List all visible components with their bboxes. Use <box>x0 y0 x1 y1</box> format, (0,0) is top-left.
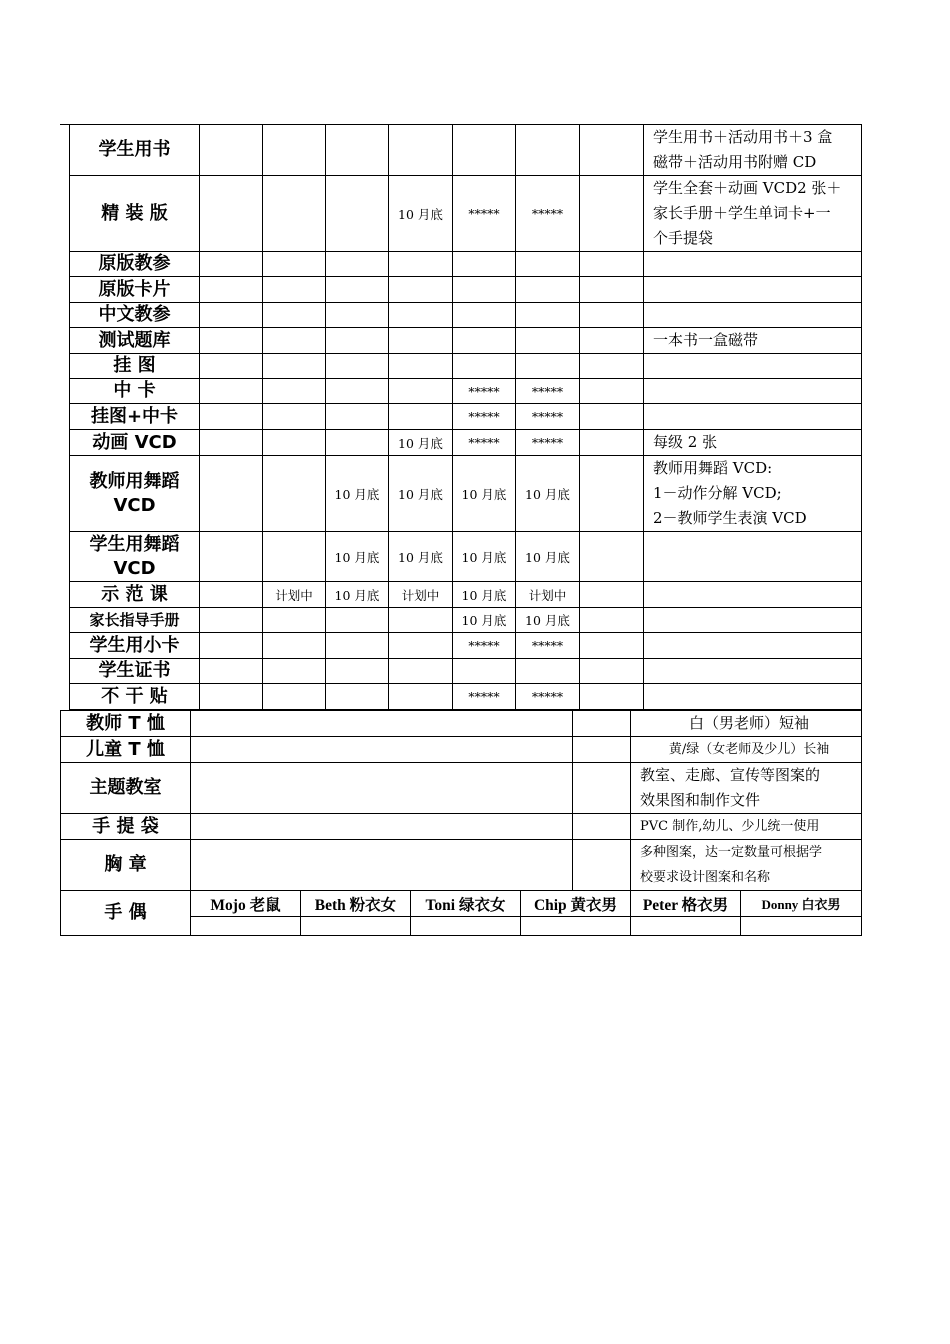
status-cell <box>580 176 644 252</box>
item-name: 动画 VCD <box>70 430 200 456</box>
item-name: 学生用小卡 <box>70 633 200 659</box>
item-name: 原版教参 <box>70 252 200 277</box>
table-row <box>70 582 862 608</box>
status-cell <box>580 328 644 354</box>
table-row <box>70 176 862 252</box>
status-cell <box>453 328 516 354</box>
status-cell <box>389 659 453 684</box>
status-cell <box>580 684 644 710</box>
status-cell <box>580 633 644 659</box>
status-cell: ***** <box>516 404 580 430</box>
status-cell <box>200 659 263 684</box>
item-name: 示 范 课 <box>70 582 200 608</box>
blank-cell <box>573 763 631 814</box>
note-cell: PVC 制作,幼儿、少儿统一使用 <box>631 814 862 840</box>
status-cell <box>326 608 389 633</box>
item-name: 儿童 T 恤 <box>61 737 191 763</box>
item-name: 家长指导手册 <box>70 608 200 633</box>
table-row <box>70 404 862 430</box>
status-cell <box>200 633 263 659</box>
status-cell <box>389 379 453 404</box>
puppet-label: Mojo 老鼠 <box>191 891 301 917</box>
status-cell: 10 月底 <box>516 456 580 532</box>
note-line: 多种图案，达一定数量可根据学 <box>640 845 823 860</box>
item-name <box>70 532 200 582</box>
status-cell: 10 月底 <box>389 176 453 252</box>
status-cell <box>389 633 453 659</box>
note-cell <box>631 840 862 891</box>
status-cell <box>200 379 263 404</box>
puppet-label: Peter 格衣男 <box>631 891 741 917</box>
note-cell <box>644 379 862 404</box>
blank-cell <box>631 917 741 936</box>
status-cell <box>326 252 389 277</box>
status-cell <box>516 659 580 684</box>
status-cell <box>263 404 326 430</box>
table-row <box>61 840 862 891</box>
status-cell <box>580 252 644 277</box>
note-line: 每级 2 张 <box>653 433 718 451</box>
table-row <box>70 303 862 328</box>
puppet-label: Beth 粉衣女 <box>301 891 411 917</box>
status-cell: ***** <box>516 430 580 456</box>
status-cell <box>263 532 326 582</box>
item-name: 精 装 版 <box>70 176 200 252</box>
table-row <box>70 430 862 456</box>
note-line: 2－教师学生表演 VCD <box>653 509 807 527</box>
table-row <box>61 814 862 840</box>
item-name: 不 干 贴 <box>70 684 200 710</box>
note-line: 学生用书＋活动用书＋3 盒 <box>653 128 833 146</box>
status-cell <box>516 125 580 176</box>
status-cell <box>516 303 580 328</box>
status-cell <box>580 125 644 176</box>
status-cell: ***** <box>453 176 516 252</box>
status-cell <box>200 354 263 379</box>
status-cell <box>326 379 389 404</box>
table-row <box>70 532 862 582</box>
table-row <box>61 737 862 763</box>
status-cell <box>389 252 453 277</box>
status-cell <box>453 125 516 176</box>
item-name: 原版卡片 <box>70 277 200 303</box>
table-row <box>70 125 862 176</box>
status-cell <box>200 125 263 176</box>
note-line: 磁带＋活动用书附赠 CD <box>653 153 817 171</box>
status-cell <box>389 277 453 303</box>
status-cell <box>326 684 389 710</box>
status-cell <box>200 532 263 582</box>
status-cell <box>200 430 263 456</box>
status-cell: ***** <box>453 404 516 430</box>
note-cell <box>644 303 862 328</box>
blank-cell <box>191 840 573 891</box>
status-cell: 10 月底 <box>326 532 389 582</box>
status-cell <box>326 176 389 252</box>
item-name: 胸 章 <box>61 840 191 891</box>
note-cell <box>644 404 862 430</box>
blank-cell <box>191 917 301 936</box>
puppet-header-row <box>61 891 862 917</box>
status-cell: 计划中 <box>263 582 326 608</box>
status-cell <box>516 277 580 303</box>
note-cell <box>644 176 862 252</box>
note-cell <box>644 608 862 633</box>
blank-cell <box>411 917 521 936</box>
status-cell: 10 月底 <box>326 456 389 532</box>
status-cell: 10 月底 <box>453 532 516 582</box>
status-cell <box>580 303 644 328</box>
status-cell <box>263 252 326 277</box>
item-name: 手 提 袋 <box>61 814 191 840</box>
status-cell: 计划中 <box>389 582 453 608</box>
blank-cell <box>191 737 573 763</box>
status-cell <box>326 303 389 328</box>
status-cell: 10 月底 <box>453 456 516 532</box>
table-row <box>70 633 862 659</box>
status-cell <box>263 379 326 404</box>
item-name: 手 偶 <box>61 891 191 936</box>
status-cell: ***** <box>453 430 516 456</box>
status-cell <box>580 659 644 684</box>
status-cell <box>580 456 644 532</box>
status-cell: 10 月底 <box>453 608 516 633</box>
status-cell <box>263 684 326 710</box>
status-cell <box>263 277 326 303</box>
status-cell <box>326 659 389 684</box>
note-cell <box>644 659 862 684</box>
status-cell: ***** <box>516 379 580 404</box>
status-cell <box>200 328 263 354</box>
status-cell <box>326 404 389 430</box>
status-cell <box>326 125 389 176</box>
table-row <box>70 608 862 633</box>
note-cell <box>631 763 862 814</box>
status-cell <box>453 277 516 303</box>
puppet-label: Donny 白衣男 <box>741 891 862 917</box>
status-cell <box>389 328 453 354</box>
status-cell <box>516 252 580 277</box>
table-row <box>70 456 862 532</box>
blank-cell <box>191 711 573 737</box>
blank-cell <box>191 814 573 840</box>
status-cell <box>200 582 263 608</box>
blank-cell <box>573 840 631 891</box>
status-cell <box>200 404 263 430</box>
item-name-line: VCD <box>113 557 156 579</box>
status-cell: ***** <box>516 176 580 252</box>
table-row <box>70 354 862 379</box>
status-cell <box>453 252 516 277</box>
item-name: 学生用书 <box>70 125 200 176</box>
status-cell <box>453 354 516 379</box>
status-cell: ***** <box>453 379 516 404</box>
status-cell <box>516 354 580 379</box>
status-cell: 10 月底 <box>516 532 580 582</box>
note-cell <box>644 277 862 303</box>
status-cell: 10 月底 <box>389 532 453 582</box>
note-line: 1－动作分解 VCD; <box>653 484 782 502</box>
status-cell <box>580 277 644 303</box>
note-cell <box>644 532 862 582</box>
status-cell <box>263 456 326 532</box>
status-cell <box>200 608 263 633</box>
status-cell <box>580 354 644 379</box>
status-cell <box>580 582 644 608</box>
status-cell <box>453 303 516 328</box>
status-cell <box>263 659 326 684</box>
note-line: 个手提袋 <box>653 229 714 247</box>
item-name-line: 教师用舞蹈 <box>89 470 180 492</box>
table-row <box>70 684 862 710</box>
status-cell <box>326 633 389 659</box>
status-cell: 10 月底 <box>326 582 389 608</box>
blank-cell <box>301 917 411 936</box>
status-cell <box>263 354 326 379</box>
note-cell <box>644 430 862 456</box>
status-cell <box>580 532 644 582</box>
status-cell: ***** <box>516 684 580 710</box>
blank-cell <box>741 917 862 936</box>
table-row <box>70 277 862 303</box>
note-cell <box>644 354 862 379</box>
status-cell <box>263 328 326 354</box>
status-cell: 10 月底 <box>453 582 516 608</box>
note-cell: 白（男老师）短袖 <box>631 711 862 737</box>
note-line: 家长手册＋学生单词卡+一 <box>653 204 831 222</box>
item-name: 学生证书 <box>70 659 200 684</box>
status-cell <box>263 633 326 659</box>
blank-cell <box>521 917 631 936</box>
status-cell: 10 月底 <box>516 608 580 633</box>
note-line: 效果图和制作文件 <box>640 791 761 809</box>
note-cell <box>644 582 862 608</box>
status-cell: ***** <box>453 633 516 659</box>
item-name-line: 学生用舞蹈 <box>89 533 180 555</box>
note-cell <box>644 684 862 710</box>
status-cell <box>200 176 263 252</box>
note-cell: 黄/绿（女老师及少儿）长袖 <box>631 737 862 763</box>
note-cell <box>644 633 862 659</box>
status-cell <box>200 456 263 532</box>
status-cell <box>263 608 326 633</box>
status-cell <box>326 354 389 379</box>
merchandise-table <box>60 710 862 936</box>
blank-cell <box>573 737 631 763</box>
note-cell <box>644 456 862 532</box>
status-cell <box>326 430 389 456</box>
status-cell: ***** <box>453 684 516 710</box>
item-name: 测试题库 <box>70 328 200 354</box>
status-cell <box>263 176 326 252</box>
puppet-label: Toni 绿衣女 <box>411 891 521 917</box>
status-cell <box>389 303 453 328</box>
status-cell <box>580 430 644 456</box>
margin-tick <box>60 124 69 125</box>
table-row <box>70 379 862 404</box>
status-cell <box>200 303 263 328</box>
status-cell <box>580 379 644 404</box>
status-cell: 10 月底 <box>389 456 453 532</box>
status-cell <box>389 608 453 633</box>
status-cell: 10 月底 <box>389 430 453 456</box>
note-cell <box>644 125 862 176</box>
status-cell <box>326 277 389 303</box>
note-line: 一本书一盒磁带 <box>653 331 759 349</box>
item-name: 教师 T 恤 <box>61 711 191 737</box>
note-line: 教室、走廊、宣传等图案的 <box>640 766 821 784</box>
note-cell <box>644 328 862 354</box>
table-row <box>70 252 862 277</box>
status-cell <box>200 277 263 303</box>
blank-cell <box>191 763 573 814</box>
status-cell <box>580 608 644 633</box>
blank-cell <box>573 711 631 737</box>
blank-cell <box>573 814 631 840</box>
status-cell <box>263 125 326 176</box>
status-cell: 计划中 <box>516 582 580 608</box>
item-name: 主题教室 <box>61 763 191 814</box>
item-name-line: VCD <box>113 494 156 516</box>
item-name <box>70 456 200 532</box>
status-cell <box>389 125 453 176</box>
status-cell <box>263 303 326 328</box>
product-table <box>69 124 862 710</box>
item-name: 中 卡 <box>70 379 200 404</box>
table-row <box>61 763 862 814</box>
puppet-label: Chip 黄衣男 <box>521 891 631 917</box>
status-cell <box>326 328 389 354</box>
status-cell <box>389 404 453 430</box>
item-name: 中文教参 <box>70 303 200 328</box>
status-cell <box>453 659 516 684</box>
note-cell <box>644 252 862 277</box>
status-cell <box>263 430 326 456</box>
note-line: 教师用舞蹈 VCD: <box>653 459 773 477</box>
status-cell <box>389 354 453 379</box>
status-cell: ***** <box>516 633 580 659</box>
status-cell <box>200 684 263 710</box>
status-cell <box>580 404 644 430</box>
note-line: 学生全套＋动画 VCD2 张＋ <box>653 179 842 197</box>
table-row <box>70 659 862 684</box>
status-cell <box>389 684 453 710</box>
note-line: 校要求设计图案和名称 <box>640 870 771 885</box>
item-name: 挂图+中卡 <box>70 404 200 430</box>
status-cell <box>516 328 580 354</box>
status-cell <box>200 252 263 277</box>
item-name: 挂 图 <box>70 354 200 379</box>
table-row <box>70 328 862 354</box>
table-row <box>61 711 862 737</box>
